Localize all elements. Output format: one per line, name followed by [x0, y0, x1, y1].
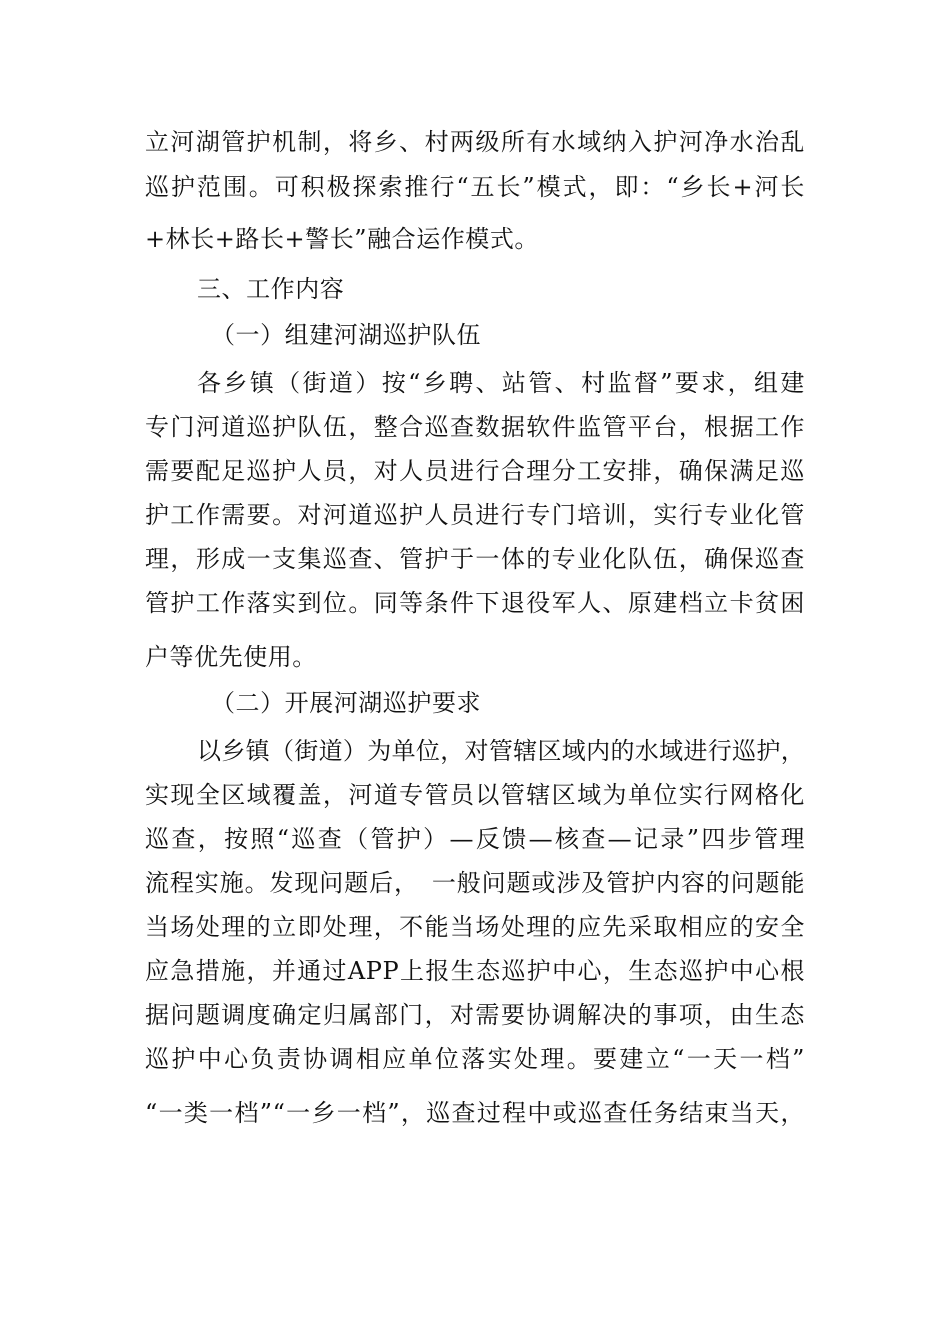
subsection-heading: （二）开展河湖巡护要求 — [211, 689, 482, 717]
body-line: 巡护中心负责协调相应单位落实处理。要建立“一天一档” — [145, 1045, 805, 1073]
paragraph-first-line: 以乡镇（街道）为单位，对管辖区域内的水域进行巡护， — [197, 737, 805, 765]
body-line: 应急措施，并通过APP上报生态巡护中心，生态巡护中心根 — [145, 957, 805, 985]
section-heading: 三、工作内容 — [197, 275, 345, 303]
body-line: +林长+路长+警长”融合运作模式。 — [145, 225, 539, 253]
body-line: 护工作需要。对河道巡护人员进行专门培训，实行专业化管 — [145, 501, 805, 529]
body-line: 当场处理的立即处理，不能当场处理的应先采取相应的安全 — [145, 913, 805, 941]
paragraph-first-line: 各乡镇（街道）按“乡聘、站管、村监督”要求，组建 — [197, 369, 805, 397]
body-line: 户等优先使用。 — [145, 643, 317, 671]
body-line: 管护工作落实到位。同等条件下退役军人、原建档立卡贫困 — [145, 589, 805, 617]
body-line: 巡查，按照“巡查（管护）—反馈—核查—记录”四步管理 — [145, 825, 805, 853]
body-line: 巡护范围。可积极探索推行“五长”模式，即：“乡长+河长 — [145, 173, 805, 201]
body-line: “一类一档”“一乡一档”，巡查过程中或巡查任务结束当天， — [145, 1099, 805, 1127]
body-line: 需要配足巡护人员，对人员进行合理分工安排，确保满足巡 — [145, 457, 805, 485]
body-line: 流程实施。发现问题后， 一般问题或涉及管护内容的问题能 — [145, 869, 805, 897]
body-line: 专门河道巡护队伍，整合巡查数据软件监管平台，根据工作 — [145, 413, 805, 441]
subsection-heading: （一）组建河湖巡护队伍 — [211, 321, 482, 349]
body-line: 理，形成一支集巡查、管护于一体的专业化队伍，确保巡查 — [145, 545, 805, 573]
body-line: 实现全区域覆盖，河道专管员以管辖区域为单位实行网格化 — [145, 781, 805, 809]
body-line: 立河湖管护机制，将乡、村两级所有水域纳入护河净水治乱 — [145, 128, 805, 156]
body-line: 据问题调度确定归属部门，对需要协调解决的事项，由生态 — [145, 1001, 805, 1029]
